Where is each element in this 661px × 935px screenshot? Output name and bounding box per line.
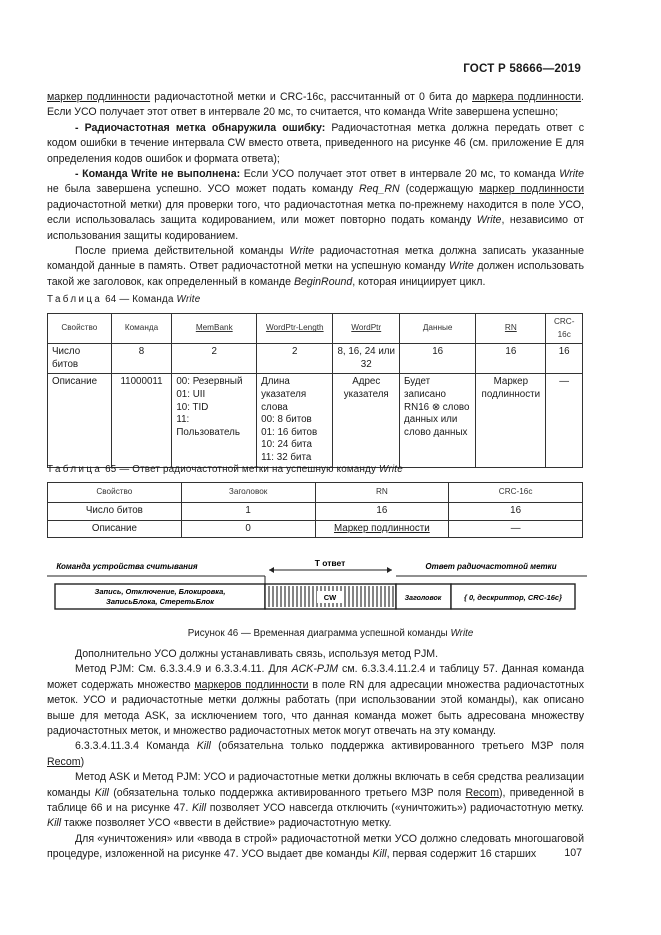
table-cell: 16: [315, 503, 449, 521]
page-number: 107: [564, 847, 582, 859]
table-cell: Маркер подлинности: [476, 374, 546, 467]
bottom-text: [47, 647, 584, 863]
paragraph-kill-procedure: Для «уничтожения» или «ввода в строй» радиочастотной метки УСО должно следовать многошаговой процедуре, изложенной на рисунке 47. УСО выдает две команды Kill, первая содержит 16 старших: [47, 832, 584, 861]
table-64: [47, 313, 583, 468]
figure-caption: Рисунок 46 — Временная диаграмма успешной команды Write: [187, 628, 474, 639]
header-cell: Свойство: [48, 483, 182, 503]
table-row: [48, 344, 583, 374]
t-response-label: T ответ: [314, 558, 346, 568]
table-cell: —: [546, 374, 583, 467]
table-cell: Описание: [48, 374, 112, 467]
header-cell: WordPtr: [333, 314, 400, 344]
header-cell: Заголовок: [181, 483, 315, 503]
table-cell: Будет записано RN16 ⊗ слово данных или слово данных: [400, 374, 476, 467]
header-cell: RN: [315, 483, 449, 503]
timing-diagram: [47, 556, 587, 616]
table-cell: Число битов: [48, 503, 182, 521]
paragraph-after-write: После приема действительной команды Write радиочастотная метка должна записать указанные командой данные в память. Ответ радиочастотной метки на успешную команду Write должен использовать такой же заголовок, как определенный в команде BeginRound, которая инициирует цикл.: [47, 245, 584, 288]
table-cell: 16: [476, 344, 546, 374]
header-cell: Данные: [400, 314, 476, 344]
table-65: [47, 482, 583, 538]
table-row: [48, 374, 583, 467]
cw-label: CW: [323, 593, 337, 602]
header-cell: CRC-16с: [546, 314, 583, 344]
table-cell: Длина указателя слова 00: 8 битов 01: 16 битов 10: 24 бита 11: 32 бита: [257, 374, 333, 467]
paragraph-kill-method: Метод ASK и Метод PJM: УСО и радиочастотные метки должны включать в себя средства реализации команды Kill (обязательна только поддержка активированного третьего МЗР поля Recom), приведенной в таблице 66 и на рисунке 47. Kill позволяет УСО навсегда отключить («уничтожить») радиочастотную метку. Kill также позволяет УСО «ввести в действие» радиочастотную метку.: [47, 771, 584, 830]
reader-command-label: Команда устройства считывания: [56, 562, 198, 571]
header-cell: Команда: [111, 314, 172, 344]
table-cell: 16: [400, 344, 476, 374]
header-cell: WordPtr-Length: [257, 314, 333, 344]
table-cell: 16: [546, 344, 583, 374]
paragraph-kill-heading: 6.3.3.4.11.3.4 Команда Kill (обязательна только поддержка активированного третьего МЗР поля Recom): [47, 740, 584, 768]
table-cell: 00: Резервный 01: UII 10: TID 11: Пользователь: [172, 374, 257, 467]
paragraph-not-done: - Команда Write не выполнена: Если УСО получает этот ответ в интервале 20 мс, то команда Write не была завершена успешно. УСО может подать команду Req_RN (содержащую маркер подлинности радиочастотной метки) для проверки того, что радиочастотная метка по-прежнему находится в поле УСО, если использовалась защита кодированием, или может повторно подать команду Write, независимо от использования защиты кодированием.: [47, 168, 584, 242]
table-cell: 1: [181, 503, 315, 521]
paragraph-error: - Радиочастотная метка обнаружила ошибку: Радиочастотная метка должна передать ответ с кодом ошибки в течение интервала CW вместо ответа, приведенного на рисунке 46 (см. приложение Е для определения кодов ошибок и формата ответа);: [47, 121, 585, 165]
table-header-row: [48, 314, 583, 344]
header-box-label: Заголовок: [404, 595, 442, 602]
table-cell: Адрес указателя: [333, 374, 400, 467]
header-cell: Свойство: [48, 314, 112, 344]
header-cell: CRC-16с: [449, 483, 583, 503]
table-row: [48, 503, 583, 521]
table-cell: Маркер подлинности: [315, 520, 449, 538]
tag-response-label: Ответ радиочастотной метки: [425, 562, 557, 571]
table-header-row: [48, 483, 583, 503]
table-cell: 11000011: [111, 374, 172, 467]
table-cell: 2: [257, 344, 333, 374]
table-cell: Описание: [48, 520, 182, 538]
arrowhead-left: [269, 567, 274, 573]
table64-caption: Таблица 64 — Команда Write: [47, 294, 201, 305]
paragraph-pjm-intro: Дополнительно УСО должны устанавливать связь, используя метод PJM.: [75, 648, 439, 660]
data-box-label: { 0, дескриптор, CRC-16с}: [463, 593, 563, 602]
table-cell: —: [449, 520, 583, 538]
table-cell: Число битов: [48, 344, 112, 374]
command-box-line2: ЗаписьБлока, СтеретьБлок: [106, 597, 214, 606]
table-cell: 0: [181, 520, 315, 538]
table-cell: 16: [449, 503, 583, 521]
table-cell: 8: [111, 344, 172, 374]
document-header: ГОСТ Р 58666—2019: [463, 62, 581, 75]
table-cell: 8, 16, 24 или 32: [333, 344, 400, 374]
command-box-line1: Запись, Отключение, Блокировка,: [94, 587, 226, 596]
paragraph-authenticator: маркер подлинности радиочастотной метки и CRC-16с, рассчитанный от 0 бита до маркера подлинности. Если УСО получает этот ответ в интервале 20 мс, то считается, что команда Write завершена успешно;: [47, 91, 584, 119]
header-cell: MemBank: [172, 314, 257, 344]
term-authenticator: маркер подлинности: [47, 91, 151, 103]
arrowhead-right: [387, 567, 392, 573]
table-row: [48, 520, 583, 538]
table-cell: 2: [172, 344, 257, 374]
table65-caption: Таблица 65 — Ответ радиочастотной метки на успешную команду Write: [47, 464, 403, 475]
top-text: [47, 90, 584, 290]
header-cell: RN: [476, 314, 546, 344]
paragraph-pjm-method: Метод PJM: См. 6.3.3.4.9 и 6.3.3.4.11. Для ACK-PJM см. 6.3.3.4.11.2.4 и таблицу 57. Данная команда может содержать множество маркеров подлинности в поле RN для адресации множества радиочастотных меток. УСО и радиочастотные метки должны работать (при использовании этой команды), как описано выше для метода ASK, за исключением того, что данная команда может быть адресована множеству радиочастотных меток, и множество радиочастотных меток могут отвечать на эту команду.: [47, 663, 584, 738]
